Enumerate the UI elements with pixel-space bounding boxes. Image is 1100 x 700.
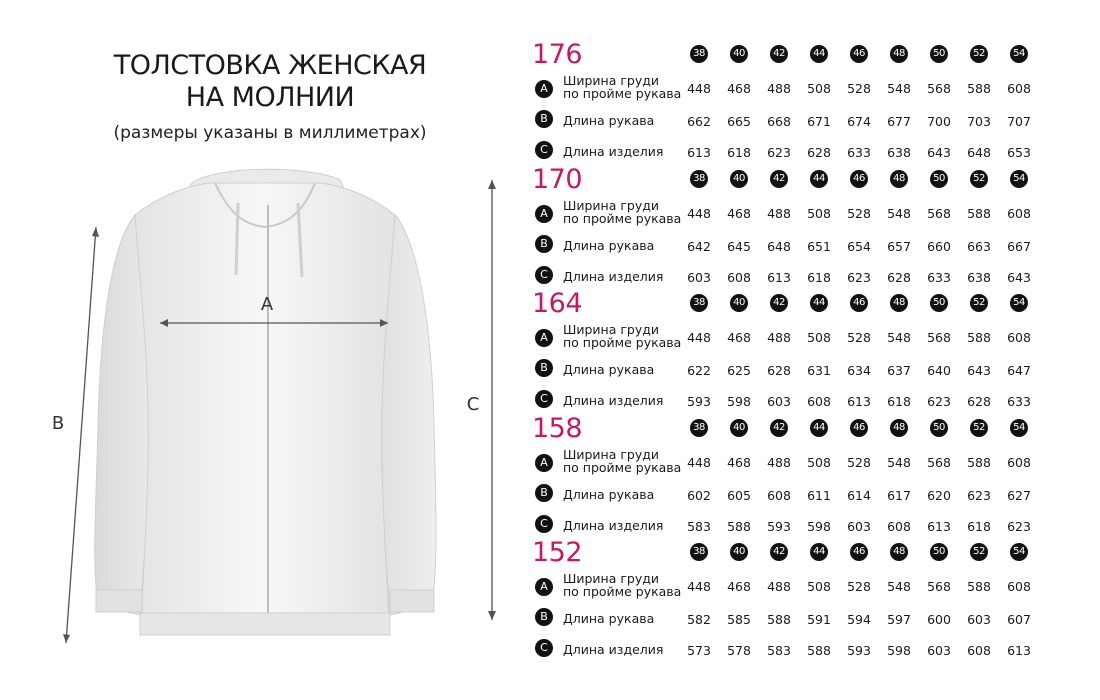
measure-label-line2: по пройме рукава: [563, 460, 682, 475]
measure-value: 638: [887, 145, 911, 160]
measure-value: 703: [967, 114, 991, 129]
measure-letter-badge: B: [535, 484, 553, 502]
measure-value: 528: [847, 455, 871, 470]
measure-value: 642: [687, 239, 711, 254]
measure-value: 508: [807, 455, 831, 470]
size-badge: 54: [1010, 543, 1028, 561]
measure-label: Длина изделия: [563, 144, 664, 159]
measure-value: 585: [727, 612, 751, 627]
measure-letter-badge: B: [535, 110, 553, 128]
size-badge: 52: [970, 543, 988, 561]
dimension-c-arrow-top: [488, 180, 496, 189]
measure-value: 608: [1007, 455, 1031, 470]
size-badge: 38: [690, 543, 708, 561]
size-badge: 42: [770, 170, 788, 188]
measure-value: 628: [767, 363, 791, 378]
measure-value: 548: [887, 455, 911, 470]
measure-value: 627: [1007, 488, 1031, 503]
measure-value: 468: [727, 579, 751, 594]
height-value: 170: [532, 164, 583, 195]
measure-value: 674: [847, 114, 871, 129]
size-badge: 54: [1010, 45, 1028, 63]
measure-value: 448: [687, 579, 711, 594]
measure-row-chest: [530, 445, 1090, 473]
size-badge: 52: [970, 294, 988, 312]
size-badge: 38: [690, 170, 708, 188]
measure-row-chest: [530, 569, 1090, 597]
size-badge: 44: [810, 419, 828, 437]
measure-value: 611: [807, 488, 831, 503]
measure-value: 608: [1007, 81, 1031, 96]
measure-label-line1: Ширина груди: [563, 198, 660, 213]
measure-value: 623: [927, 394, 951, 409]
size-badge: 42: [770, 294, 788, 312]
measure-row-length: [530, 387, 1090, 415]
measure-value: 648: [967, 145, 991, 160]
measure-value: 602: [687, 488, 711, 503]
height-block: [530, 413, 1090, 543]
measure-value: 488: [767, 206, 791, 221]
measure-value: 608: [1007, 579, 1031, 594]
measure-value: 548: [887, 81, 911, 96]
measure-value: 600: [927, 612, 951, 627]
measure-value: 593: [767, 519, 791, 534]
measure-value: 588: [967, 330, 991, 345]
measure-value: 468: [727, 81, 751, 96]
measure-label-line1: Ширина груди: [563, 447, 660, 462]
measure-value: 568: [927, 206, 951, 221]
size-badge: 50: [930, 419, 948, 437]
hoodie-illustration: [40, 165, 500, 655]
size-badge: 40: [730, 170, 748, 188]
measure-letter-badge: B: [535, 359, 553, 377]
measure-value: 662: [687, 114, 711, 129]
measure-value: 608: [967, 643, 991, 658]
measure-value: 588: [967, 579, 991, 594]
measure-label-line1: Ширина груди: [563, 571, 660, 586]
measure-value: 613: [927, 519, 951, 534]
measure-value: 598: [727, 394, 751, 409]
measure-value: 593: [847, 643, 871, 658]
size-badge: 48: [890, 45, 908, 63]
measure-value: 583: [687, 519, 711, 534]
measure-value: 622: [687, 363, 711, 378]
measure-value: 578: [727, 643, 751, 658]
measure-row-chest: [530, 196, 1090, 224]
measure-letter-badge: C: [535, 141, 553, 159]
measure-letter-badge: C: [535, 266, 553, 284]
measure-letter-badge: A: [535, 80, 553, 98]
measure-letter-badge: A: [535, 578, 553, 596]
measure-value: 448: [687, 206, 711, 221]
measure-value: 645: [727, 239, 751, 254]
measure-value: 548: [887, 579, 911, 594]
measure-value: 568: [927, 455, 951, 470]
measure-value: 548: [887, 330, 911, 345]
dimension-b-arrow-bottom: [63, 634, 70, 643]
measure-value: 603: [847, 519, 871, 534]
size-badge: 42: [770, 543, 788, 561]
left-cuff: [96, 590, 142, 612]
measure-value: 628: [807, 145, 831, 160]
measure-value: 617: [887, 488, 911, 503]
measure-value: 618: [967, 519, 991, 534]
measure-value: 643: [967, 363, 991, 378]
measure-value: 448: [687, 330, 711, 345]
measure-value: 468: [727, 206, 751, 221]
measure-value: 448: [687, 81, 711, 96]
measure-value: 591: [807, 612, 831, 627]
measure-value: 603: [967, 612, 991, 627]
measure-value: 508: [807, 81, 831, 96]
size-badge: 40: [730, 294, 748, 312]
measure-letter-badge: A: [535, 205, 553, 223]
dimension-c-label: C: [466, 394, 480, 415]
measure-label: Длина рукава: [563, 238, 655, 253]
measure-value: 613: [1007, 643, 1031, 658]
measure-value: 623: [847, 270, 871, 285]
size-badge: 44: [810, 170, 828, 188]
size-badge: 48: [890, 543, 908, 561]
measure-value: 618: [727, 145, 751, 160]
size-badge: 54: [1010, 294, 1028, 312]
size-badge: 46: [850, 294, 868, 312]
measure-value: 625: [727, 363, 751, 378]
measure-value: 657: [887, 239, 911, 254]
size-badge: 42: [770, 419, 788, 437]
size-badge: 46: [850, 419, 868, 437]
measure-label: Длина изделия: [563, 518, 664, 533]
measure-value: 488: [767, 455, 791, 470]
measure-value: 594: [847, 612, 871, 627]
size-badge: 54: [1010, 170, 1028, 188]
measure-value: 488: [767, 579, 791, 594]
hoodie-body: [135, 183, 395, 635]
height-block: [530, 537, 1090, 667]
measure-value: 568: [927, 330, 951, 345]
measure-value: 608: [767, 488, 791, 503]
dimension-b-line: [66, 227, 96, 643]
measure-label: Длина рукава: [563, 487, 655, 502]
measure-value: 588: [967, 455, 991, 470]
measure-label-line1: Ширина груди: [563, 73, 660, 88]
size-badge: 48: [890, 170, 908, 188]
size-badge: 52: [970, 419, 988, 437]
measure-value: 608: [727, 270, 751, 285]
measure-value: 648: [767, 239, 791, 254]
measure-value: 528: [847, 330, 871, 345]
size-badge: 48: [890, 294, 908, 312]
size-badge: 50: [930, 294, 948, 312]
measure-value: 603: [687, 270, 711, 285]
measure-value: 613: [847, 394, 871, 409]
measure-row-sleeve: [530, 356, 1090, 384]
measure-value: 608: [807, 394, 831, 409]
size-badge: 46: [850, 170, 868, 188]
measure-value: 488: [767, 81, 791, 96]
measure-value: 663: [967, 239, 991, 254]
measure-value: 618: [887, 394, 911, 409]
measure-value: 700: [927, 114, 951, 129]
measure-value: 597: [887, 612, 911, 627]
measure-row-sleeve: [530, 232, 1090, 260]
measure-value: 593: [687, 394, 711, 409]
measure-value: 598: [887, 643, 911, 658]
measure-value: 677: [887, 114, 911, 129]
dimension-c-arrow-bottom: [488, 611, 496, 620]
measure-value: 573: [687, 643, 711, 658]
measure-letter-badge: A: [535, 454, 553, 472]
measure-label: Длина рукава: [563, 611, 655, 626]
measure-value: 608: [1007, 330, 1031, 345]
height-value: 152: [532, 537, 583, 568]
right-cuff: [390, 590, 434, 612]
size-badge: 42: [770, 45, 788, 63]
size-badge: 50: [930, 170, 948, 188]
bottom-hem: [140, 613, 390, 635]
measure-row-sleeve: [530, 481, 1090, 509]
measure-value: 651: [807, 239, 831, 254]
measure-value: 448: [687, 455, 711, 470]
size-badge: 54: [1010, 419, 1028, 437]
measure-row-length: [530, 138, 1090, 166]
measure-value: 508: [807, 579, 831, 594]
measure-row-sleeve: [530, 605, 1090, 633]
size-badge: 44: [810, 294, 828, 312]
measure-label: Длина изделия: [563, 642, 664, 657]
measure-row-sleeve: [530, 107, 1090, 135]
measure-value: 628: [967, 394, 991, 409]
size-badge: 50: [930, 45, 948, 63]
measure-value: 508: [807, 206, 831, 221]
measure-value: 588: [767, 612, 791, 627]
measure-value: 613: [767, 270, 791, 285]
measure-value: 643: [1007, 270, 1031, 285]
size-badge: 44: [810, 45, 828, 63]
measure-label-line2: по пройме рукава: [563, 335, 682, 350]
measure-value: 488: [767, 330, 791, 345]
measure-value: 671: [807, 114, 831, 129]
measure-letter-badge: B: [535, 235, 553, 253]
measure-letter-badge: C: [535, 639, 553, 657]
measure-label: Длина изделия: [563, 393, 664, 408]
measure-value: 588: [967, 206, 991, 221]
measure-value: 528: [847, 81, 871, 96]
measure-label: Длина рукава: [563, 113, 655, 128]
measure-row-chest: [530, 71, 1090, 99]
size-badge: 40: [730, 543, 748, 561]
measure-value: 588: [807, 643, 831, 658]
measure-row-length: [530, 512, 1090, 540]
measure-label: Длина рукава: [563, 362, 655, 377]
measure-value: 668: [767, 114, 791, 129]
measure-value: 643: [927, 145, 951, 160]
measure-row-length: [530, 636, 1090, 664]
measure-label-line2: по пройме рукава: [563, 86, 682, 101]
size-badge: 52: [970, 170, 988, 188]
dimension-b-arrow-top: [92, 227, 99, 237]
measure-value: 528: [847, 579, 871, 594]
measure-value: 588: [727, 519, 751, 534]
page-title-line1: ТОЛСТОВКА ЖЕНСКАЯ: [113, 50, 427, 81]
measure-value: 603: [767, 394, 791, 409]
measure-label-line2: по пройме рукава: [563, 584, 682, 599]
measure-label: Длина изделия: [563, 269, 664, 284]
measure-value: 568: [927, 81, 951, 96]
measure-value: 631: [807, 363, 831, 378]
measure-value: 665: [727, 114, 751, 129]
size-badge: 38: [690, 45, 708, 63]
measure-value: 603: [927, 643, 951, 658]
measure-value: 628: [887, 270, 911, 285]
size-badge: 44: [810, 543, 828, 561]
measure-value: 608: [887, 519, 911, 534]
measure-letter-badge: A: [535, 329, 553, 347]
measure-value: 614: [847, 488, 871, 503]
measure-value: 598: [807, 519, 831, 534]
measure-label-line2: по пройме рукава: [563, 211, 682, 226]
measure-value: 468: [727, 455, 751, 470]
measure-value: 640: [927, 363, 951, 378]
size-badge: 48: [890, 419, 908, 437]
measure-label-line1: Ширина груди: [563, 322, 660, 337]
measure-value: 528: [847, 206, 871, 221]
page-subtitle: (размеры указаны в миллиметрах): [113, 123, 427, 143]
size-badge: 46: [850, 543, 868, 561]
measure-value: 548: [887, 206, 911, 221]
measure-value: 654: [847, 239, 871, 254]
size-badge: 50: [930, 543, 948, 561]
measure-letter-badge: C: [535, 390, 553, 408]
measure-value: 633: [1007, 394, 1031, 409]
dimension-b-label: B: [51, 413, 65, 434]
size-badge: 38: [690, 294, 708, 312]
measure-value: 623: [967, 488, 991, 503]
measure-letter-badge: C: [535, 515, 553, 533]
measure-value: 633: [847, 145, 871, 160]
size-badge: 38: [690, 419, 708, 437]
measure-value: 634: [847, 363, 871, 378]
measure-value: 707: [1007, 114, 1031, 129]
measure-value: 653: [1007, 145, 1031, 160]
measure-value: 583: [767, 643, 791, 658]
measure-value: 623: [1007, 519, 1031, 534]
measure-value: 633: [927, 270, 951, 285]
size-badge: 46: [850, 45, 868, 63]
page-title-line2: НА МОЛНИИ: [185, 82, 355, 113]
measure-value: 647: [1007, 363, 1031, 378]
drawstring-left: [236, 203, 238, 275]
measure-row-chest: [530, 320, 1090, 348]
measure-value: 468: [727, 330, 751, 345]
size-badge: 40: [730, 419, 748, 437]
measure-value: 607: [1007, 612, 1031, 627]
measure-value: 568: [927, 579, 951, 594]
height-value: 164: [532, 288, 583, 319]
measure-letter-badge: B: [535, 608, 553, 626]
size-badge: 52: [970, 45, 988, 63]
measure-value: 582: [687, 612, 711, 627]
measure-row-length: [530, 263, 1090, 291]
measure-value: 618: [807, 270, 831, 285]
measure-value: 638: [967, 270, 991, 285]
measure-value: 613: [687, 145, 711, 160]
measure-value: 508: [807, 330, 831, 345]
height-block: [530, 288, 1090, 418]
measure-value: 608: [1007, 206, 1031, 221]
measure-value: 623: [767, 145, 791, 160]
measure-value: 637: [887, 363, 911, 378]
measure-value: 620: [927, 488, 951, 503]
height-value: 176: [532, 39, 583, 70]
measure-value: 667: [1007, 239, 1031, 254]
size-badge: 40: [730, 45, 748, 63]
height-block: [530, 39, 1090, 169]
measure-value: 605: [727, 488, 751, 503]
measure-value: 660: [927, 239, 951, 254]
height-block: [530, 164, 1090, 294]
dimension-a-label: A: [260, 294, 274, 315]
height-value: 158: [532, 413, 583, 444]
measure-value: 588: [967, 81, 991, 96]
